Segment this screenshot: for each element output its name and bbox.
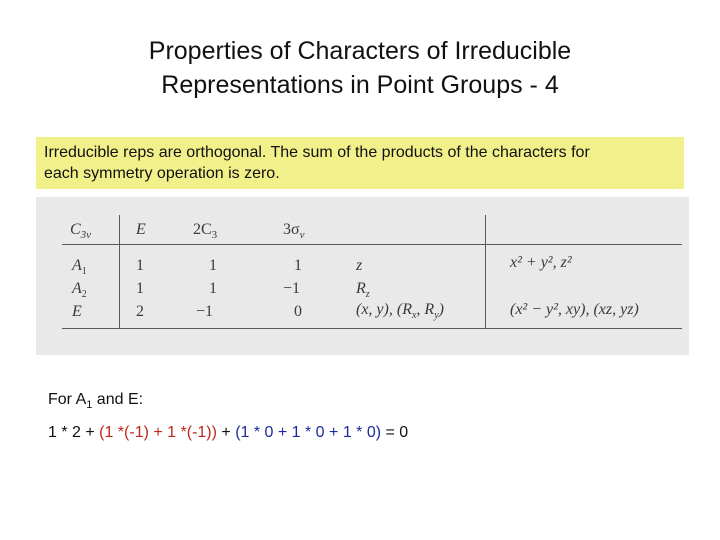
A2-C3: 1 (209, 280, 217, 297)
A2-sigma: −1 (283, 280, 301, 297)
A2-E: 1 (136, 280, 144, 297)
A1-E: 1 (136, 257, 144, 274)
E-quadratic: (x² − y², xy), (xz, yz) (510, 301, 639, 318)
table-top-rule (62, 244, 682, 245)
A1-sigma: 1 (294, 257, 302, 274)
title-line-2: Representations in Point Groups - 4 (161, 71, 559, 99)
irrep-A2: $A_2$ (72, 280, 87, 301)
orthogonality-note (36, 137, 684, 189)
E-E: 2 (136, 303, 144, 320)
equation-part-1: 1 * 2 + (48, 424, 100, 441)
table-vertical-rule-2 (485, 215, 486, 328)
equation-part-2: + (216, 424, 236, 441)
title-line-1: Properties of Characters of Irreducible (148, 37, 572, 65)
header-E: E (136, 221, 146, 238)
equation-result: = 0 (381, 424, 409, 441)
header-sigma-v: $3\sigma_v$ (283, 221, 305, 242)
character-table (36, 197, 689, 355)
orthogonality-equation (48, 424, 408, 442)
header-C3: $2C_3$ (193, 221, 218, 242)
E-sigma: 0 (294, 303, 302, 320)
A1-quadratic: x² + y², z² (510, 254, 572, 271)
E-linear: (x, y), ($R_x$, $R_y$) (356, 301, 444, 322)
work-label: For $A_1$ and E: (48, 391, 144, 412)
table-vertical-rule-1 (119, 215, 120, 328)
note-line-1: Irreducible reps are orthogonal. The sum of the products of the characters for (44, 144, 590, 161)
table-bottom-rule (62, 328, 682, 329)
E-C3: −1 (196, 303, 214, 320)
note-line-2: each symmetry operation is zero. (44, 165, 280, 182)
irrep-E: E (72, 303, 82, 320)
slide-title (60, 34, 660, 102)
equation-c3-term: (1 *(-1) + 1 *(-1)) (99, 424, 217, 441)
group-label: $C_{3v}$ (70, 221, 92, 242)
A1-C3: 1 (209, 257, 217, 274)
A1-linear: z (356, 257, 363, 274)
A2-linear: $R_z$ (356, 280, 370, 301)
equation-sigma-term: (1 * 0 + 1 * 0 + 1 * 0) (235, 424, 382, 441)
irrep-A1: $A_1$ (72, 257, 87, 278)
